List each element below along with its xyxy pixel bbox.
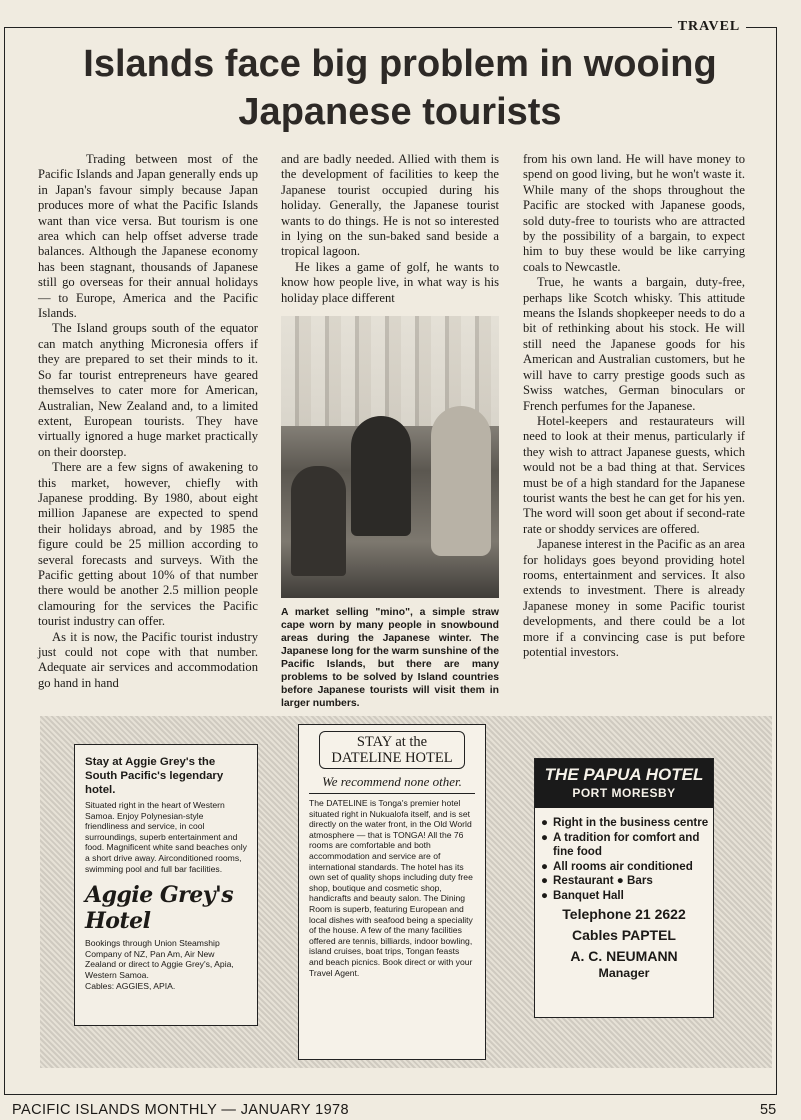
frame-bottom-rule bbox=[4, 1094, 777, 1095]
photo-figure bbox=[431, 406, 491, 556]
ad-title-line-2: DATELINE HOTEL bbox=[331, 750, 453, 766]
headline: Islands face big problem in wooing Japanese tourists bbox=[83, 43, 717, 133]
ad-heading: Stay at Aggie Grey's the South Pacific's legendary hotel. bbox=[85, 756, 224, 796]
paragraph: He likes a game of golf, he wants to know how people live, in what way is his holiday place different bbox=[281, 259, 499, 305]
ad-cables: Cables: AGGIES, APIA. bbox=[85, 980, 176, 991]
ad-subtitle: PORT MORESBY bbox=[572, 786, 676, 800]
aggie-greys-logo: Aggie Grey's Hotel bbox=[85, 882, 234, 935]
ad-title-line-1: STAY at the bbox=[356, 734, 428, 750]
bullet-icon: ● bbox=[541, 830, 549, 844]
article-column-2 bbox=[281, 152, 499, 710]
paragraph: Hotel-keepers and restaurateurs will need to look at their menus, particularly if they wish to attract Japanese guests, which would not be a bad thing at that. Services must be of a high standard for the Japanese tourist wants the best he can get for his yen. The word will soon get about if second-rate rate or shoddy services are offered. bbox=[523, 413, 745, 536]
frame-left-rule bbox=[4, 27, 5, 1095]
list-item: ● Right in the business centre bbox=[541, 816, 709, 829]
bullet-icon: ● bbox=[541, 859, 549, 873]
frame-right-rule bbox=[776, 27, 777, 1095]
photo-figure bbox=[291, 466, 346, 576]
paragraph: from his own land. He will have money to spend on good living, but he won't waste it. While many of the shops throughout the Pacific are stocked with Japanese goods, sold duty-free to tourists who are attracted by the possibility of a bargain, to expect him to buy these would be like carrying coals to Newcastle. bbox=[523, 152, 745, 274]
page-number: 55 bbox=[760, 1102, 777, 1118]
ad-body: Situated right in the heart of Western Samoa. Enjoy Polynesian-style friendliness and service, in cool surroundings, superb entertainment and food. Magnificent white sand beaches only a short drive away. Airconditioned rooms, swimming pool and full bar facilities. bbox=[85, 800, 247, 874]
ad-manager-title: Manager bbox=[598, 966, 650, 980]
list-item: ● Restaurant ● Bars bbox=[541, 874, 653, 887]
ad-manager-name: A. C. NEUMANN bbox=[570, 948, 678, 964]
ad-title: THE PAPUA HOTEL bbox=[544, 765, 704, 784]
ad-scroll-banner bbox=[319, 731, 465, 769]
paragraph: True, he wants a bargain, duty-free, perhaps like Scotch whisky. This attitude means the Islands shopkeeper needs to do a bit of rethinking about his stock. He will still need the Japanese goods for his American and Australian customers, but he will have to carry prestige goods such as Swiss watches, German binoculars or French perfumes for the Japanese. bbox=[523, 275, 745, 413]
ad-bookings: Bookings through Union Steamship Company of NZ, Pan Am, Air New Zealand or direct to Aggie Grey's, Apia, Western Samoa. bbox=[85, 938, 234, 980]
paragraph: As it is now, the Pacific tourist industry just could not cope with that number. Adequate air services and accommodation go hand in hand bbox=[38, 629, 258, 690]
section-tag: TRAVEL bbox=[677, 19, 741, 34]
photo-figure bbox=[351, 416, 411, 536]
article-column-3 bbox=[523, 152, 745, 660]
ad-feature-list bbox=[535, 816, 713, 903]
ad-papua-hotel bbox=[534, 758, 714, 1018]
paragraph: There are a few signs of awakening to this market, however, chiefly with Japanese prodding. By 1980, about eight million Japanese are expected to spend their holidays abroad, and by 1985 the figure could be 25 million according to several forecasts and surveys. With the Pacific getting about 10% of that number there would be another 2.5 million people clamouring for the services the Pacific tourist industry can offer. bbox=[38, 460, 258, 629]
footer-publication: PACIFIC ISLANDS MONTHLY — JANUARY 1978 bbox=[12, 1102, 349, 1118]
ad-dateline-hotel bbox=[298, 724, 486, 1060]
article-column-1 bbox=[38, 152, 258, 691]
bullet-icon: ● bbox=[541, 888, 549, 902]
paragraph: Japanese interest in the Pacific as an area for holidays goes beyond providing hotel rooms, entertainment and services. It also extends to investment. There is already Japanese money in some Pacific tourist developments, and there could be a lot more if a convincing case is put before potential investors. bbox=[523, 537, 745, 659]
frame-top-rule bbox=[4, 27, 672, 28]
market-photo bbox=[281, 316, 499, 598]
photo-caption: A market selling "mino", a simple straw cape worn by many people in snowbound areas during the Japanese winter. The Japanese long for the warm sunshine of the Pacific Islands, but there are many problems to be solved by Island countries before Japanese tourists will visit them in larger numbers. bbox=[281, 607, 499, 710]
ad-tagline: We recommend none other. bbox=[309, 774, 475, 794]
ad-body: The DATELINE is Tonga's premier hotel situated right in Nukualofa itself, and is set directly on the water front, in the Old World atmosphere — that is TONGA! All the 76 rooms are comfortable and both accommodation and service are of international standards. The hotel has its own set of quality shops including duty free shop, boutique and cosmetic shop, handicrafts and beauty salon. The Dining Room is superb, featuring European and local dishes with seafood being a speciality of the house. A few of the many facilities offered are tennis, billiards, indoor bowling, island cruises, boat trips, Tongan feasts and beach picnics. Book direct or with your Travel Agent. bbox=[309, 798, 473, 978]
ad-aggie-greys bbox=[74, 744, 258, 1026]
list-item: ● A tradition for comfort and fine food bbox=[541, 830, 700, 858]
ad-telephone: Telephone 21 2622 bbox=[562, 906, 686, 922]
paragraph: Trading between most of the Pacific Islands and Japan generally ends up in Japan's favour simply because Japan produces more of what the Pacific Islands want than vice versa. But tourism is one area which can help offset adverse trade balances. Although the Japanese economy has been stagnant, thousands of Japanese still go overseas for their annual holidays — to Europe, America and the Pacific Islands. bbox=[38, 152, 258, 321]
list-item: ● All rooms air conditioned bbox=[541, 859, 693, 873]
list-item: ● Banquet Hall bbox=[541, 888, 624, 902]
ad-title-band bbox=[535, 759, 713, 808]
bullet-icon: ● bbox=[541, 816, 549, 829]
paragraph: and are badly needed. Allied with them is the development of facilities to keep the Japanese tourist occupied during his holiday. Generally, the Japanese tourist wants to do things. He is not so interested in lying on the sun-baked sand beside a tropical lagoon. bbox=[281, 152, 499, 259]
ad-cables: Cables PAPTEL bbox=[572, 927, 676, 943]
bullet-icon: ● bbox=[541, 874, 549, 887]
paragraph: The Island groups south of the equator can match anything Micronesia offers if they are prepared to set their minds to it. So far tourist entrepreneurs have geared themselves to cater more for American, Australian, New Zealand and, to a limited extent, European tourists. They have virtually ignored a huge market practically on their doorstep. bbox=[38, 321, 258, 459]
frame-top-rule-right bbox=[746, 27, 776, 28]
